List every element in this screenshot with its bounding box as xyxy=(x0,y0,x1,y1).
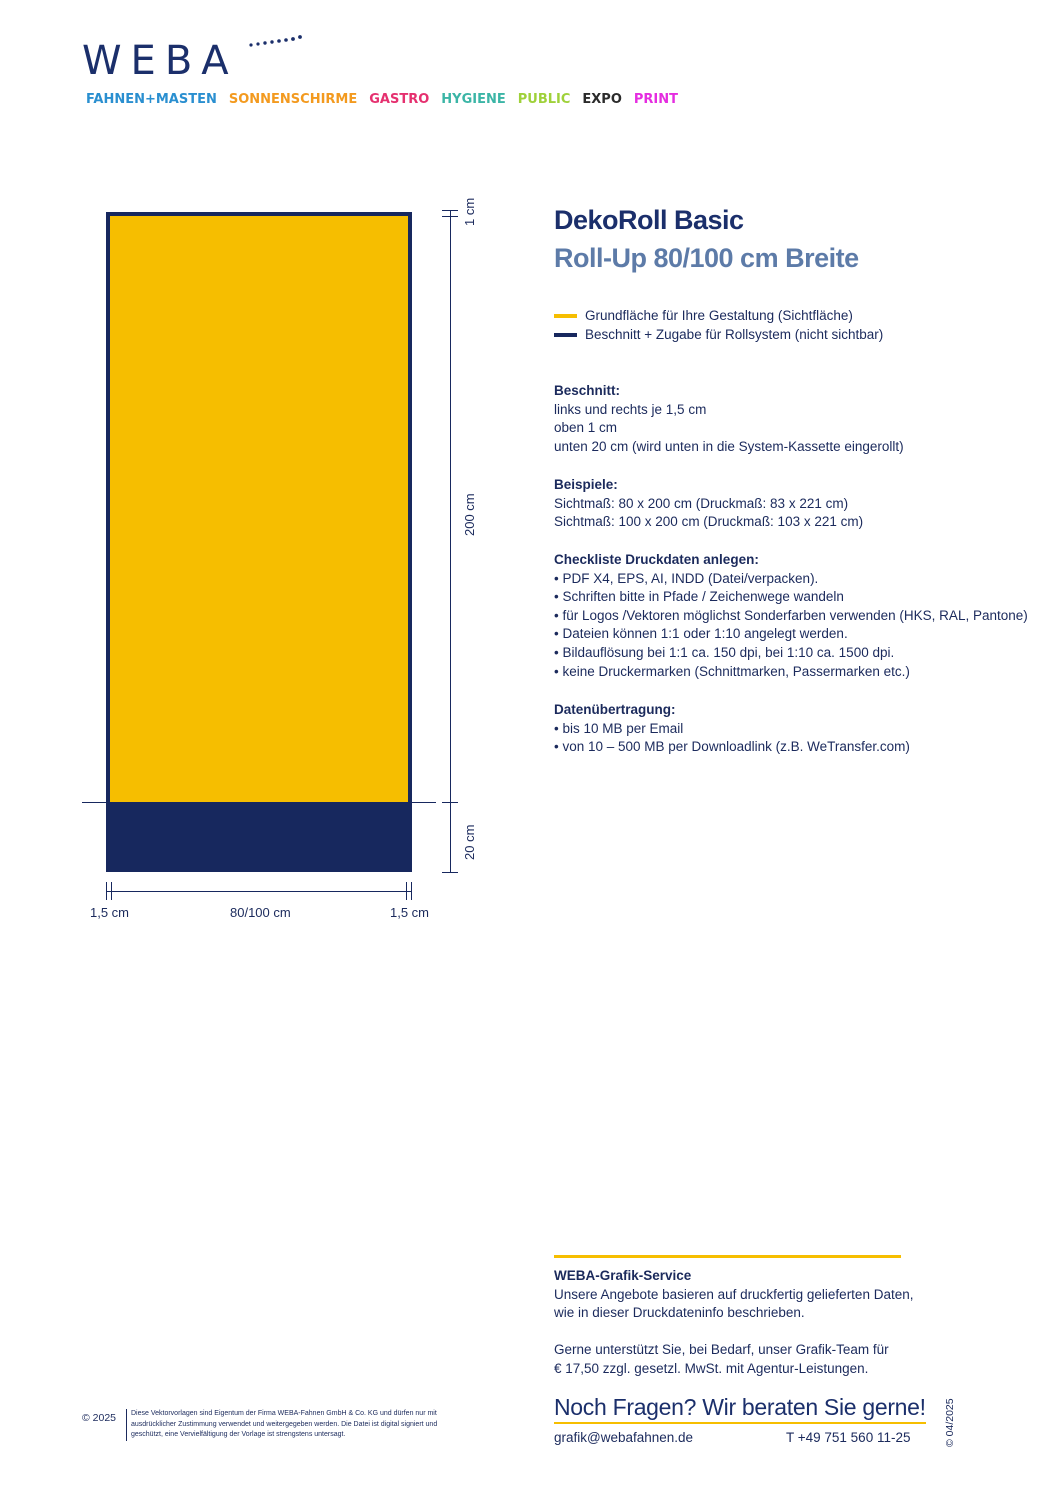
tick-fold xyxy=(442,802,458,803)
service-line: Gerne unterstützt Sie, bei Bedarf, unser Grafik-Team für xyxy=(554,1342,889,1358)
version-label: © 04/2025 xyxy=(944,1398,956,1447)
nav-item-public[interactable]: PUBLIC xyxy=(517,92,571,107)
checkliste-line: • keine Druckermarken (Schnittmarken, Passermarken etc.) xyxy=(554,663,910,679)
copyright: © 2025 xyxy=(82,1412,117,1424)
legend-visible xyxy=(554,308,853,323)
beispiele-heading: Beispiele: xyxy=(554,477,618,492)
checkliste-line: • Schriften bitte in Pfade / Zeichenwege wandeln xyxy=(554,589,844,605)
nav-item-sonnenschirme[interactable]: SONNENSCHIRME xyxy=(228,92,358,107)
beschnitt-line: oben 1 cm xyxy=(554,420,618,436)
dim-height-label: 200 cm xyxy=(462,493,477,536)
dim-right-label: 1,5 cm xyxy=(390,905,430,920)
checkliste-heading: Checkliste Druckdaten anlegen: xyxy=(554,552,759,567)
grafik-service xyxy=(554,1267,914,1379)
datenuebertragung-line: • von 10 – 500 MB per Downloadlink (z.B. WeTransfer.com) xyxy=(554,739,910,755)
service-line: wie in dieser Druckdateninfo beschrieben. xyxy=(554,1305,805,1321)
tick-left xyxy=(106,882,107,900)
checkliste-line: • Bildauflösung bei 1:1 ca. 150 dpi, bei 1:10 ca. 1500 dpi. xyxy=(554,644,895,660)
dim-left-label: 1,5 cm xyxy=(90,905,130,920)
contact-email-link[interactable]: grafik@webafahnen.de xyxy=(554,1430,694,1445)
beispiele-section xyxy=(554,476,1034,532)
legend-bleed-label: Beschnitt + Zugabe für Rollsystem (nicht sichtbar) xyxy=(585,327,884,342)
nav-item-hygiene[interactable]: HYGIENE xyxy=(441,92,506,107)
beschnitt-line: unten 20 cm (wird unten in die System-Kassette eingerollt) xyxy=(554,438,904,454)
checkliste-line: • Dateien können 1:1 oder 1:10 angelegt werden. xyxy=(554,626,848,642)
product-subtitle: Roll-Up 80/100 cm Breite xyxy=(554,243,859,273)
contact-phone[interactable]: T +49 751 560 11-25 xyxy=(786,1430,911,1445)
service-line xyxy=(554,1323,914,1342)
service-heading: WEBA-Grafik-Service xyxy=(554,1268,692,1283)
datenuebertragung-line: • bis 10 MB per Email xyxy=(554,720,684,736)
dim-top-label: 1 cm xyxy=(462,197,477,226)
checkliste-line: • PDF X4, EPS, AI, INDD (Datei/verpacken). xyxy=(554,570,819,586)
legend-visible-label: Grundfläche für Ihre Gestaltung (Sichtfläche) xyxy=(585,308,853,323)
logo-dots-icon xyxy=(248,32,308,48)
navy-swatch-icon xyxy=(554,333,577,337)
contact-headline: Noch Fragen? Wir beraten Sie gerne! xyxy=(554,1394,926,1424)
yellow-swatch-icon xyxy=(554,314,577,318)
tick-right-2 xyxy=(406,882,407,900)
dim-bottom-label: 20 cm xyxy=(462,824,477,860)
service-divider xyxy=(554,1255,901,1258)
tick-bottom xyxy=(442,872,458,873)
fold-line xyxy=(82,802,436,803)
nav-item-gastro[interactable]: GASTRO xyxy=(369,92,430,107)
category-nav xyxy=(86,92,678,107)
datenuebertragung-section xyxy=(554,701,1034,757)
horizontal-dimension-line xyxy=(106,891,412,892)
nav-item-expo[interactable]: EXPO xyxy=(582,92,622,107)
nav-item-print[interactable]: PRINT xyxy=(633,92,678,107)
checkliste-line: • für Logos /Vektoren möglichst Sonderfarben verwenden (HKS, RAL, Pantone) xyxy=(554,607,1028,623)
datenuebertragung-heading: Datenübertragung: xyxy=(554,702,676,717)
tick-top-2 xyxy=(442,216,458,217)
product-title: DekoRoll Basic xyxy=(554,205,744,235)
visible-area xyxy=(106,212,412,805)
beispiele-line: Sichtmaß: 80 x 200 cm (Druckmaß: 83 x 221 cm) xyxy=(554,495,849,511)
vertical-dimension-line xyxy=(450,210,451,872)
legend-bleed xyxy=(554,327,883,342)
nav-item-fahnen-masten[interactable]: FAHNEN+MASTEN xyxy=(86,92,217,107)
service-line: Unsere Angebote basieren auf druckfertig gelieferten Daten, xyxy=(554,1286,914,1302)
beispiele-line: Sichtmaß: 100 x 200 cm (Druckmaß: 103 x 221 cm) xyxy=(554,514,864,530)
weba-logo: WEBA xyxy=(82,38,238,84)
beschnitt-line: links und rechts je 1,5 cm xyxy=(554,401,707,417)
tick-left-2 xyxy=(111,882,112,900)
beschnitt-section xyxy=(554,382,1034,456)
beschnitt-heading: Beschnitt: xyxy=(554,383,621,398)
disclaimer: Diese Vektorvorlagen sind Eigentum der Firma WEBA-Fahnen GmbH & Co. KG und dürfen nur mit ausdrücklicher Zustimmung verwendet und weitergegeben werden. Die Datei ist digital signiert und geschützt, eine Vervielfältigung der Vorlage ist strengstens untersagt. xyxy=(126,1409,451,1441)
service-line: € 17,50 zzgl. gesetzl. MwSt. mit Agentur-Leistungen. xyxy=(554,1360,869,1376)
tick-right xyxy=(411,882,412,900)
dim-width-label: 80/100 cm xyxy=(230,905,291,920)
bleed-area xyxy=(106,802,412,872)
tick-top xyxy=(442,210,458,211)
checkliste-section xyxy=(554,551,1034,681)
